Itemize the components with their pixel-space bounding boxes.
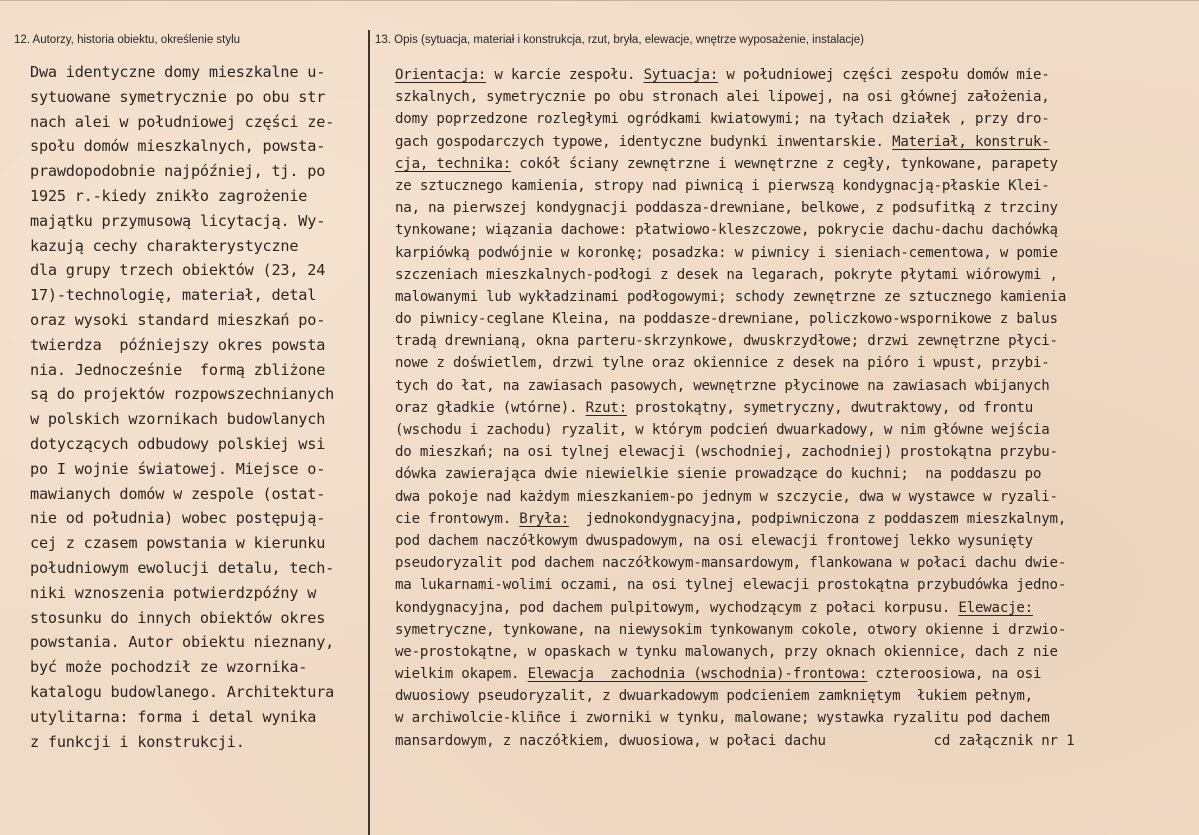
text-segment: symetryczne, tynkowane, na niewysokim tynkowanym cokole, otwory okienne i drzwio- (395, 621, 1067, 638)
text-segment: z funkcji i konstrukcji. (30, 732, 245, 751)
text-segment: po I wojnie światowej. Miejsce o- (30, 459, 326, 478)
text-segment: być może pochodził ze wzornika- (30, 658, 308, 677)
text-line (395, 685, 1195, 707)
underlined-heading: Sytuacja: (643, 67, 719, 83)
text-line (395, 530, 1195, 552)
text-line (30, 432, 366, 457)
text-line (395, 242, 1195, 264)
text-segment: karpiówką podwójnie w koronkę; posadzka: w piwnicy i sieniach-cementowa, w pomie (395, 244, 1058, 261)
text-segment: cie frontowym. (395, 510, 520, 527)
text-line (30, 457, 366, 482)
text-line (395, 375, 1195, 397)
underlined-heading: cja, technika: (395, 155, 511, 172)
text-line (30, 705, 366, 730)
text-segment: 1925 r.-kiedy znikło zagrożenie (30, 186, 308, 205)
text-segment: tynkowane; wiązania dachowe: płatwiowo-kleszczowe, pokrycie dachu-dachu dachówką (395, 222, 1058, 239)
text-line (395, 86, 1195, 108)
text-line (395, 419, 1195, 441)
text-line (395, 175, 1195, 197)
text-segment: utylitarna: forma i detal wynika (30, 707, 317, 726)
text-line (395, 463, 1195, 485)
text-segment: dwa pokoje nad każdym mieszkaniem-po jednym w szczycie, dwa w wystawce w ryzali- (395, 488, 1058, 505)
text-line (30, 60, 366, 85)
text-line (30, 531, 366, 556)
text-segment: malowanymi lub wykładzinami podłogowymi; schody zewnętrzne ze sztucznego kamienia (395, 288, 1067, 305)
text-line (30, 630, 366, 655)
text-line (395, 619, 1195, 641)
text-line (30, 308, 366, 333)
text-line (395, 264, 1195, 286)
text-segment: szkalnych, symetrycznie po obu stronach alei lipowej, na osi głównej założenia, (395, 89, 1050, 106)
underlined-heading: Elewacje: (958, 599, 1033, 616)
text-line (30, 234, 366, 259)
text-segment: nach alei w południowej części ze- (30, 112, 335, 131)
text-line (30, 134, 366, 159)
text-segment: w polskich wzornikach budowlanych (30, 410, 326, 429)
text-line (30, 730, 366, 755)
left-column-heading: 12. Autorzy, historia obiektu, określenie stylu (14, 34, 241, 46)
text-segment: czteroosiowa, na osi (867, 666, 1042, 683)
text-line (395, 508, 1195, 530)
text-segment: mansardowym, z naczółkiem, dwuosiowa, w połaci dachu cd załącznik nr 1 (395, 732, 1075, 749)
text-segment: dla grupy trzech obiektów (23, 24 (30, 261, 326, 280)
text-segment: cokół ściany zewnętrzne i wewnętrzne z cegły, tynkowane, parapety (511, 155, 1058, 172)
text-segment: tradą drewnianą, okna parteru-skrzynkowe, dwuskrzydłowe; drzwi zewnętrzne płyci- (395, 333, 1058, 350)
text-segment: sytuowane symetrycznie po obu str (30, 87, 326, 106)
text-line (30, 407, 366, 432)
right-column-text (395, 64, 1195, 752)
text-segment: ze sztucznego kamienia, stropy nad piwnicą i pierwszą kondygnacją-płaskie Klei- (395, 177, 1050, 194)
text-line (395, 663, 1195, 685)
text-line (30, 680, 366, 705)
text-line (395, 597, 1195, 619)
text-line (30, 110, 366, 135)
text-segment: cej z czasem powstania w kierunku (30, 534, 326, 553)
text-segment: dwuosiowy pseudoryzalit, z dwuarkadowym podcieniem zamkniętym łukiem pełnym, (395, 688, 1033, 705)
text-segment: kazują cechy charakterystyczne (30, 236, 299, 255)
text-line (395, 153, 1195, 175)
text-line (30, 506, 366, 531)
left-column-text (30, 60, 366, 754)
text-segment: nie od południa) wobec postępują- (30, 509, 326, 528)
text-segment: niki wznoszenia potwierdzpóźny w (30, 583, 317, 602)
text-segment: nowe z doświetlem, drzwi tylne oraz okiennice z desek na pióro i wpust, przybi- (395, 355, 1050, 372)
text-segment: w karcie zespołu. (486, 67, 644, 83)
text-segment: mawianych domów w zespole (ostat- (30, 484, 326, 503)
text-line (30, 382, 366, 407)
text-segment: dotyczących odbudowy polskiej wsi (30, 434, 326, 453)
text-line (395, 730, 1195, 752)
text-line (395, 574, 1195, 596)
text-line (395, 286, 1195, 308)
text-line (30, 556, 366, 581)
text-segment: (wschodu i zachodu) ryzalit, w którym podcień dwuarkadowy, w nim główne wejścia (395, 422, 1050, 438)
underlined-heading: Rzut: (585, 399, 627, 416)
text-segment: gach gospodarczych typowe, identyczne budynki inwentarskie. (395, 133, 893, 150)
text-segment: powstania. Autor obiektu nieznany, (30, 633, 335, 652)
text-segment: do piwnicy-ceglane Kleina, na poddasze-drewniane, policzkowo-wspornikowe z balus (395, 311, 1058, 328)
text-line (30, 333, 366, 358)
underlined-heading: Elewacja zachodnia (wschodnia)-frontowa: (527, 666, 868, 683)
underlined-heading: Orientacja: (395, 67, 487, 83)
text-line (395, 308, 1195, 330)
text-segment: 17)-technologię, materiał, detal (30, 286, 317, 305)
text-segment: kondygnacyjna, pod dachem pulpitowym, wychodzącym z połaci korpusu. (395, 599, 959, 616)
right-column-heading: 13. Opis (sytuacja, materiał i konstrukcja, rzut, bryła, elewacje, wnętrze wyposażenie, instalacje) (375, 34, 864, 46)
text-line (395, 707, 1195, 729)
text-segment: oraz wysoki standard mieszkań po- (30, 310, 326, 329)
text-segment: szczeniach mieszkalnych-podłogi z desek na legarach, pokryte płytami wiórowymi , (395, 266, 1058, 283)
text-segment: stosunku do innych obiektów okres (30, 608, 326, 627)
text-line (395, 397, 1195, 419)
text-line (395, 441, 1195, 463)
text-segment: na, na pierwszej kondygnacji poddasza-drewniane, belkowe, z podsufitką z trzciny (395, 200, 1058, 217)
text-line (30, 283, 366, 308)
text-line (395, 131, 1195, 153)
text-segment: majątku przymusową licytacją. Wy- (30, 211, 326, 230)
text-segment: pod dachem naczółkowym dwuspadowym, na osi elewacji frontowej lekko wysunięty (395, 532, 1033, 549)
text-segment: prawdopodobnie najpóźniej, tj. po (30, 162, 326, 181)
text-line (395, 330, 1195, 352)
text-line (30, 85, 366, 110)
text-line (30, 209, 366, 234)
text-segment: pseudoryzalit pod dachem naczółkowym-mansardowym, flankowana w połaci dachu dwie- (395, 555, 1067, 572)
text-segment: w południowej części zespołu domów mie- (718, 67, 1050, 83)
text-line (30, 184, 366, 209)
text-line (30, 358, 366, 383)
text-segment: dówka zawierająca dwie niewielkie sienie prowadzące do kuchni; na poddaszu po (395, 466, 1042, 483)
text-line (395, 552, 1195, 574)
text-segment: są do projektów rozpowszechnianych (30, 385, 335, 404)
text-segment: południowym ewolucji detalu, tech- (30, 558, 335, 577)
column-divider (368, 30, 370, 835)
underlined-heading: Materiał, konstruk- (892, 133, 1050, 150)
text-segment: we-prostokątne, w opaskach w tynku malowanych, przy oknach okiennice, dach z nie (395, 643, 1058, 660)
text-line (395, 352, 1195, 374)
text-line (30, 159, 366, 184)
text-segment: oraz gładkie (wtórne). (395, 399, 586, 416)
text-segment: katalogu budowlanego. Architektura (30, 682, 335, 701)
text-segment: twierdza późniejszy okres powsta (30, 335, 326, 354)
top-edge-line (0, 0, 1199, 1)
text-line (30, 482, 366, 507)
text-line (30, 655, 366, 680)
text-segment: domy poprzedzone rozległymi ogródkami kwiatowymi; na tyłach działek , przy dro- (395, 111, 1050, 128)
text-segment: Dwa identyczne domy mieszkalne u- (30, 63, 326, 81)
text-line (395, 641, 1195, 663)
text-segment: jednokondygnacyjna, podpiwniczona z poddaszem mieszkalnym, (569, 510, 1067, 527)
text-segment: prostokątny, symetryczny, dwutraktowy, od frontu (627, 399, 1033, 416)
text-line (30, 606, 366, 631)
text-line (395, 197, 1195, 219)
text-line (395, 219, 1195, 241)
text-segment: społu domów mieszkalnych, powsta- (30, 137, 326, 156)
text-line (395, 108, 1195, 130)
text-line (395, 64, 1195, 86)
text-segment: tych do łat, na zawiasach pasowych, wewnętrzne płycinowe na zawiasach wbijanych (395, 377, 1050, 394)
text-line (30, 581, 366, 606)
text-segment: do mieszkań; na osi tylnej elewacji (wschodniej, zachodniej) prostokątna przybu- (395, 444, 1058, 461)
text-segment: ma lukarnami-wolimi oczami, na osi tylnej elewacji prostokątna przybudówka jedno- (395, 577, 1067, 594)
text-line (30, 258, 366, 283)
text-line (395, 486, 1195, 508)
text-segment: w archiwolcie-kliñce i zworniki w tynku, malowane; wystawka ryzalitu pod dachem (395, 710, 1050, 727)
text-segment: nia. Jednocześnie formą zbliżone (30, 360, 326, 379)
text-segment: wielkim okapem. (395, 666, 528, 683)
underlined-heading: Bryła: (519, 510, 569, 527)
